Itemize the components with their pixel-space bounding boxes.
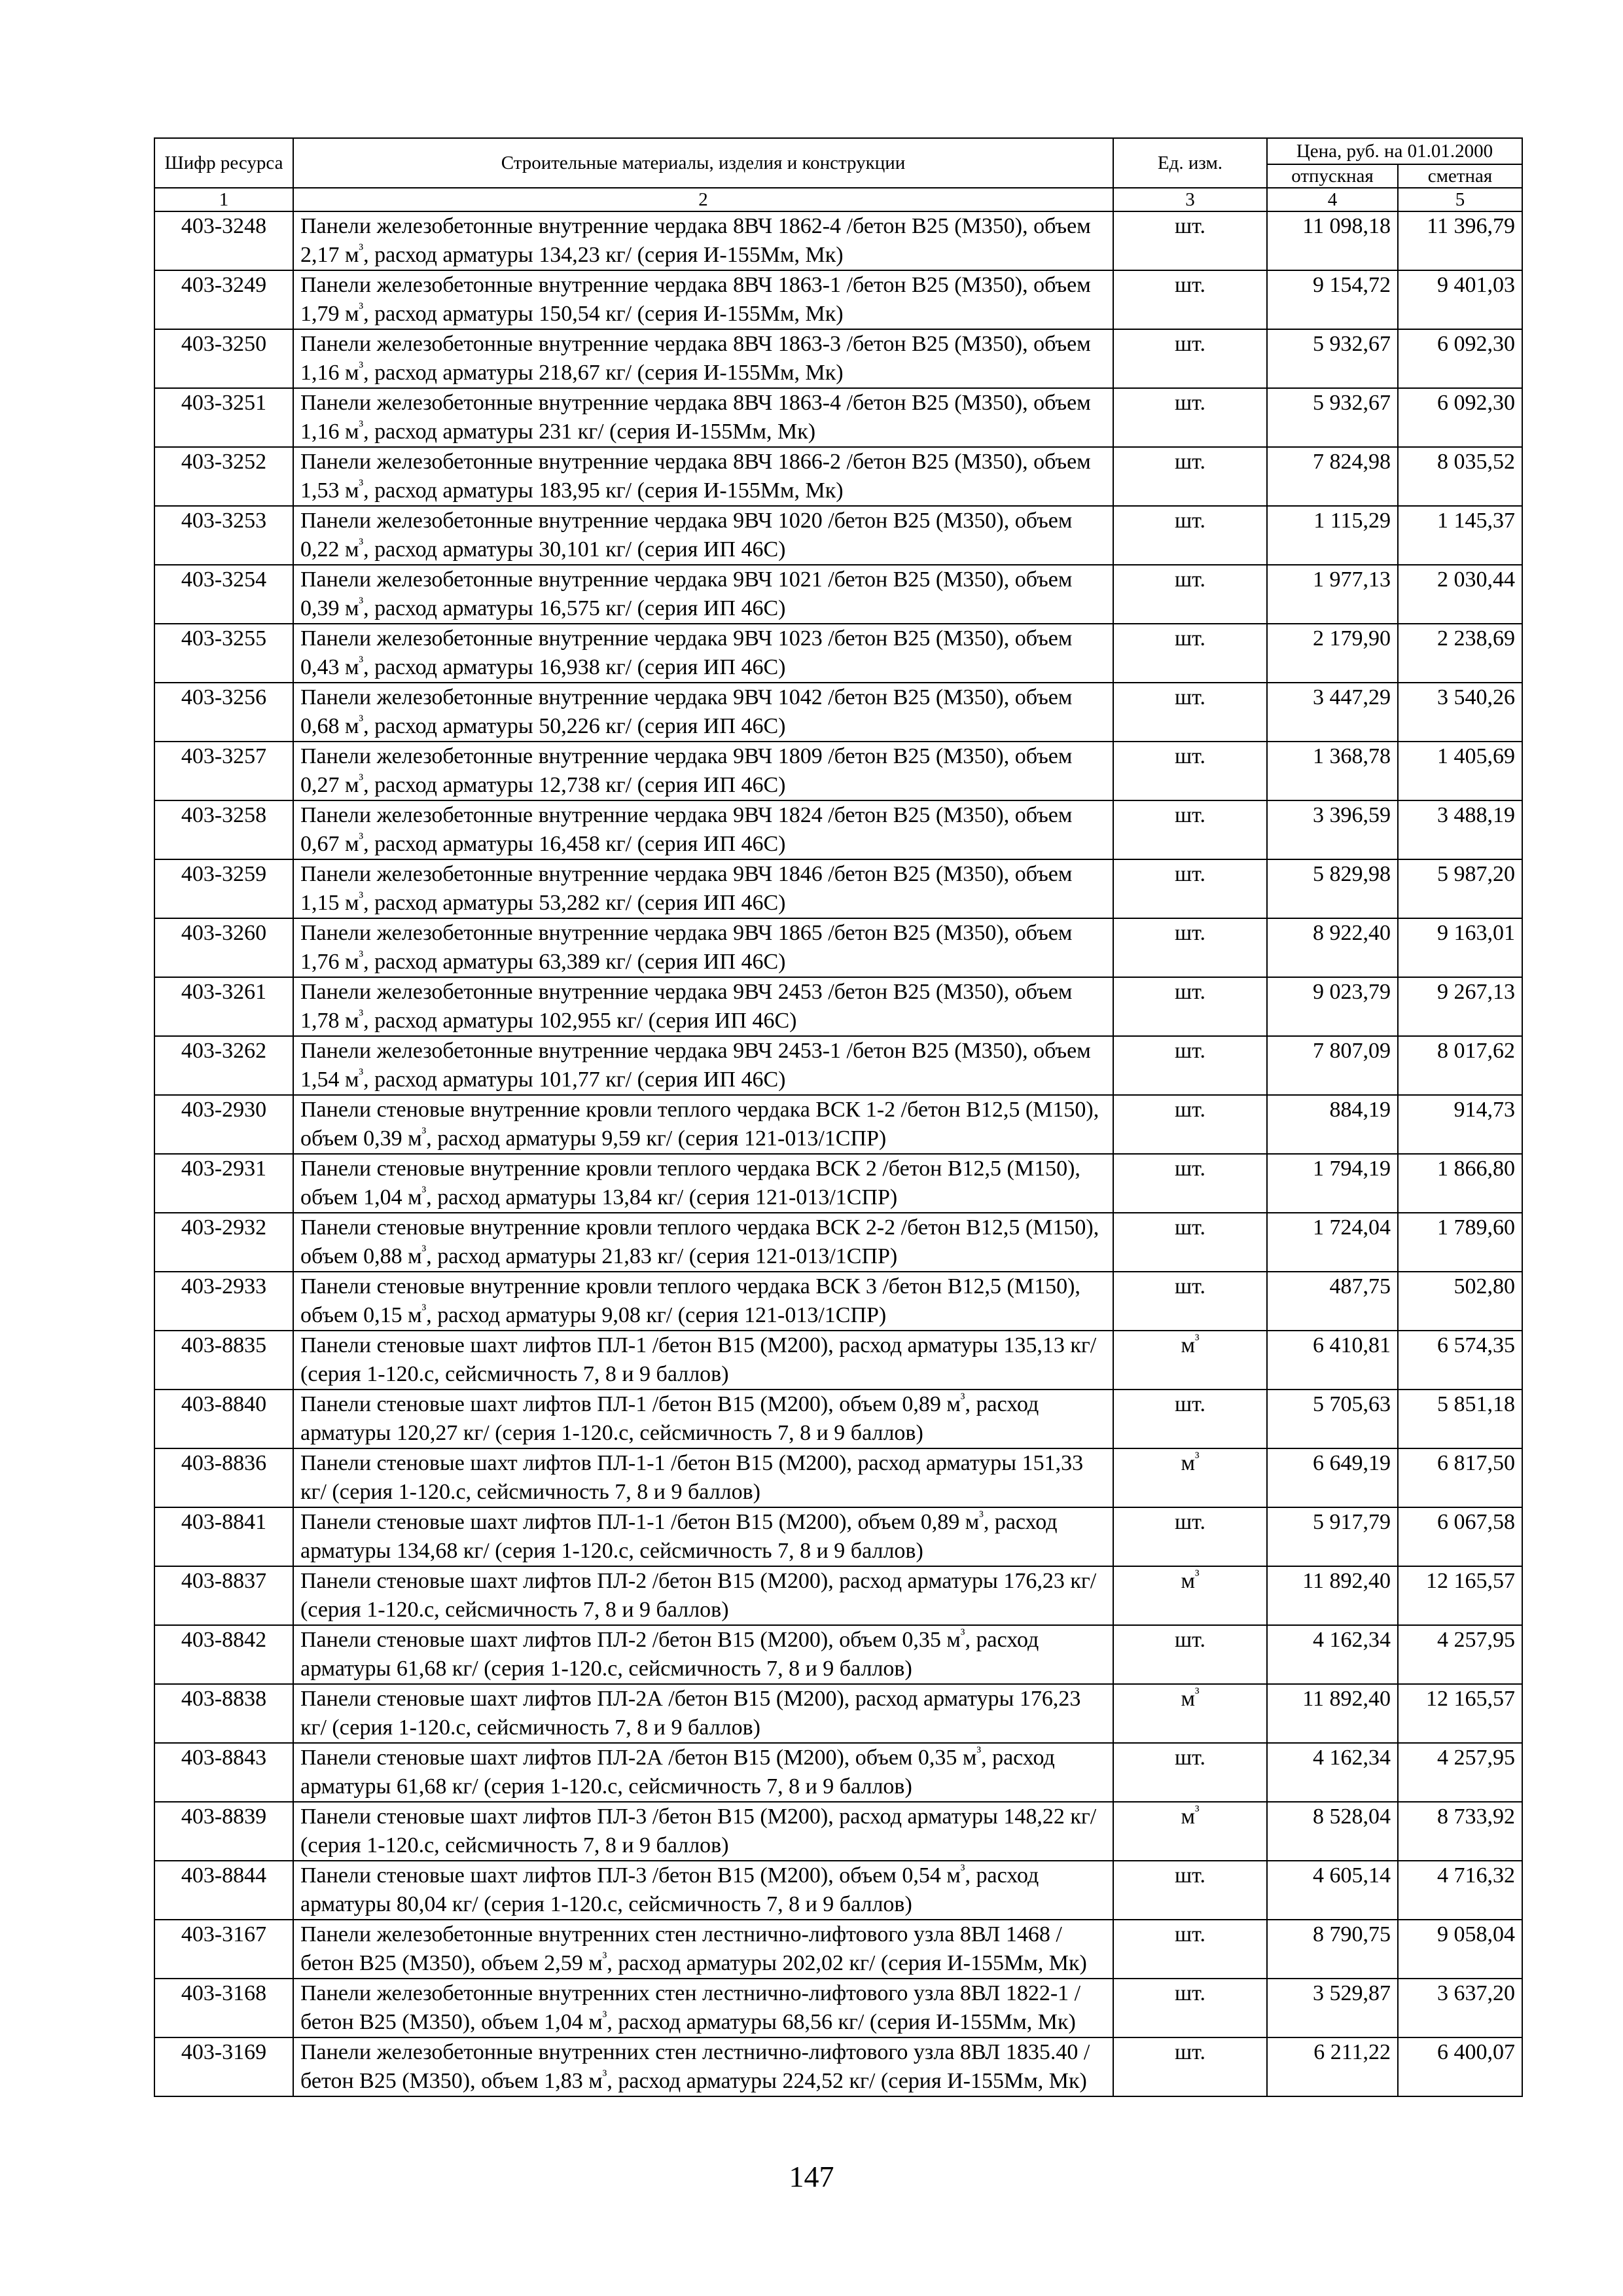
price-estimate: 1 866,80 [1398, 1154, 1522, 1213]
price-estimate: 3 540,26 [1398, 683, 1522, 742]
price-release: 11 098,18 [1267, 211, 1398, 270]
material-name: Панели стеновые внутренние кровли теплого чердака ВСК 3 /бетон В12,5 (М150), объем 0,15 $м^{^3}$, расход арматуры 9,08 кг/ (серия 121-013/1СПР) [293, 1272, 1113, 1331]
price-estimate: 4 257,95 [1398, 1743, 1522, 1802]
material-name: Панели стеновые внутренние кровли теплого чердака ВСК 2-2 /бетон В12,5 (М150), объем 0,88 $м^{^3}$, расход арматуры 21,83 кг/ (серия 121-013/1СПР) [293, 1213, 1113, 1272]
price-release: 7 824,98 [1267, 447, 1398, 506]
table-row [154, 1331, 1522, 1390]
material-name: Панели железобетонные внутренние чердака 9ВЧ 1809 /бетон В25 (М350), объем 0,27 $м^{^3}$, расход арматуры 12,738 кг/ (серия ИП 46С) [293, 742, 1113, 800]
table-row [154, 1861, 1522, 1920]
price-release: 3 447,29 [1267, 683, 1398, 742]
table-row [154, 1507, 1522, 1566]
header-unit: Ед. изм. [1113, 138, 1267, 188]
material-name: Панели железобетонные внутренних стен лестнично-лифтового узла 8ВЛ 1822-1 /бетон В25 (М350), объем 1,04 $м^{^3}$, расход арматуры 68,56 кг/ (серия И-155Мм, Мк) [293, 1979, 1113, 2037]
resource-code: 403-3260 [154, 918, 293, 977]
material-name: Панели стеновые шахт лифтов ПЛ-1 /бетон В15 (М200), расход арматуры 135,13 кг/ (серия 1-120.с, сейсмичность 7, 8 и 9 баллов) [293, 1331, 1113, 1390]
price-release: 5 829,98 [1267, 859, 1398, 918]
price-release: 8 790,75 [1267, 1920, 1398, 1979]
price-release: 6 211,22 [1267, 2037, 1398, 2096]
header-price-release: отпускная [1267, 164, 1398, 188]
resource-code: 403-3255 [154, 624, 293, 683]
resource-code: 403-8839 [154, 1802, 293, 1861]
resource-code: 403-3168 [154, 1979, 293, 2037]
material-name: Панели железобетонные внутренние чердака 8ВЧ 1863-1 /бетон В25 (М350), объем 1,79 $м^{^3}$, расход арматуры 150,54 кг/ (серия И-155Мм, Мк) [293, 270, 1113, 329]
unit-of-measure: шт. [1113, 388, 1267, 447]
unit-of-measure: шт. [1113, 1625, 1267, 1684]
table-row [154, 1684, 1522, 1743]
material-name: Панели стеновые внутренние кровли теплого чердака ВСК 2 /бетон В12,5 (М150), объем 1,04 $м^{^3}$, расход арматуры 13,84 кг/ (серия 121-013/1СПР) [293, 1154, 1113, 1213]
unit-of-measure: шт. [1113, 1272, 1267, 1331]
table-row [154, 918, 1522, 977]
table-row [154, 1743, 1522, 1802]
unit-of-measure: шт. [1113, 800, 1267, 859]
material-name: Панели железобетонные внутренние чердака 8ВЧ 1863-3 /бетон В25 (М350), объем 1,16 $м^{^3}$, расход арматуры 218,67 кг/ (серия И-155Мм, Мк) [293, 329, 1113, 388]
material-name: Панели стеновые шахт лифтов ПЛ-3 /бетон В15 (М200), объем 0,54 $м^{^3}$, расход арматуры 80,04 кг/ (серия 1-120.с, сейсмичность 7, 8 и 9 баллов) [293, 1861, 1113, 1920]
resource-code: 403-3169 [154, 2037, 293, 2096]
price-estimate: 12 165,57 [1398, 1566, 1522, 1625]
table-row [154, 683, 1522, 742]
price-release: 5 932,67 [1267, 388, 1398, 447]
price-release: 4 162,34 [1267, 1743, 1398, 1802]
price-estimate: 8 017,62 [1398, 1036, 1522, 1095]
table-row [154, 1036, 1522, 1095]
material-name: Панели железобетонные внутренние чердака 9ВЧ 1042 /бетон В25 (М350), объем 0,68 $м^{^3}$, расход арматуры 50,226 кг/ (серия ИП 46С) [293, 683, 1113, 742]
table-row [154, 800, 1522, 859]
price-estimate: 6 574,35 [1398, 1331, 1522, 1390]
material-name: Панели железобетонные внутренние чердака 9ВЧ 1846 /бетон В25 (М350), объем 1,15 $м^{^3}$, расход арматуры 53,282 кг/ (серия ИП 46С) [293, 859, 1113, 918]
column-number: 4 [1267, 188, 1398, 211]
price-release: 2 179,90 [1267, 624, 1398, 683]
unit-of-measure: шт. [1113, 918, 1267, 977]
unit-of-measure: шт. [1113, 1507, 1267, 1566]
unit-of-measure: шт. [1113, 329, 1267, 388]
price-release: 8 528,04 [1267, 1802, 1398, 1861]
resource-code: 403-8840 [154, 1390, 293, 1448]
material-name: Панели железобетонные внутренние чердака 9ВЧ 2453-1 /бетон В25 (М350), объем 1,54 $м^{^3}$, расход арматуры 101,77 кг/ (серия ИП 46С) [293, 1036, 1113, 1095]
price-estimate: 9 058,04 [1398, 1920, 1522, 1979]
resource-code: 403-8842 [154, 1625, 293, 1684]
material-name: Панели железобетонные внутренние чердака 9ВЧ 1021 /бетон В25 (М350), объем 0,39 $м^{^3}$, расход арматуры 16,575 кг/ (серия ИП 46С) [293, 565, 1113, 624]
price-release: 4 605,14 [1267, 1861, 1398, 1920]
material-name: Панели стеновые шахт лифтов ПЛ-1-1 /бетон В15 (М200), объем 0,89 $м^{^3}$, расход арматуры 134,68 кг/ (серия 1-120.с, сейсмичность 7, 8 и 9 баллов) [293, 1507, 1113, 1566]
price-release: 11 892,40 [1267, 1566, 1398, 1625]
price-release: 1 977,13 [1267, 565, 1398, 624]
unit-of-measure: шт. [1113, 683, 1267, 742]
unit-of-measure: шт. [1113, 565, 1267, 624]
material-name: Панели стеновые шахт лифтов ПЛ-1-1 /бетон В15 (М200), расход арматуры 151,33 кг/ (серия 1-120.с, сейсмичность 7, 8 и 9 баллов) [293, 1448, 1113, 1507]
table-row [154, 2037, 1522, 2096]
material-name: Панели железобетонные внутренние чердака 9ВЧ 1023 /бетон В25 (М350), объем 0,43 $м^{^3}$, расход арматуры 16,938 кг/ (серия ИП 46С) [293, 624, 1113, 683]
resource-code: 403-3167 [154, 1920, 293, 1979]
price-release: 1 794,19 [1267, 1154, 1398, 1213]
table-row [154, 211, 1522, 270]
price-release: 11 892,40 [1267, 1684, 1398, 1743]
resource-code: 403-2932 [154, 1213, 293, 1272]
column-number: 2 [293, 188, 1113, 211]
price-estimate: 502,80 [1398, 1272, 1522, 1331]
table-row [154, 742, 1522, 800]
table-row [154, 977, 1522, 1036]
material-name: Панели железобетонные внутренние чердака 9ВЧ 1020 /бетон В25 (М350), объем 0,22 $м^{^3}$, расход арматуры 30,101 кг/ (серия ИП 46С) [293, 506, 1113, 565]
unit-of-measure: $м^{^3}$ [1113, 1448, 1267, 1507]
unit-of-measure: шт. [1113, 1036, 1267, 1095]
price-estimate: 1 145,37 [1398, 506, 1522, 565]
column-number: 1 [154, 188, 293, 211]
resource-code: 403-3251 [154, 388, 293, 447]
material-name: Панели стеновые шахт лифтов ПЛ-1 /бетон В15 (М200), объем 0,89 $м^{^3}$, расход арматуры 120,27 кг/ (серия 1-120.с, сейсмичность 7, 8 и 9 баллов) [293, 1390, 1113, 1448]
table-row [154, 1802, 1522, 1861]
resource-code: 403-8835 [154, 1331, 293, 1390]
table-row [154, 1625, 1522, 1684]
resource-code: 403-3253 [154, 506, 293, 565]
price-release: 6 649,19 [1267, 1448, 1398, 1507]
unit-of-measure: $м^{^3}$ [1113, 1684, 1267, 1743]
material-name: Панели железобетонные внутренние чердака 9ВЧ 2453 /бетон В25 (М350), объем 1,78 $м^{^3}$, расход арматуры 102,955 кг/ (серия ИП 46С) [293, 977, 1113, 1036]
unit-of-measure: шт. [1113, 742, 1267, 800]
price-estimate: 4 257,95 [1398, 1625, 1522, 1684]
price-estimate: 2 238,69 [1398, 624, 1522, 683]
unit-of-measure: шт. [1113, 2037, 1267, 2096]
resource-code: 403-3250 [154, 329, 293, 388]
resource-code: 403-8838 [154, 1684, 293, 1743]
price-release: 1 368,78 [1267, 742, 1398, 800]
resource-code: 403-3259 [154, 859, 293, 918]
price-estimate: 5 851,18 [1398, 1390, 1522, 1448]
price-estimate: 3 488,19 [1398, 800, 1522, 859]
price-release: 487,75 [1267, 1272, 1398, 1331]
price-estimate: 6 400,07 [1398, 2037, 1522, 2096]
material-name: Панели железобетонные внутренних стен лестнично-лифтового узла 8ВЛ 1835.40 /бетон В25 (М350), объем 1,83 $м^{^3}$, расход арматуры 224,52 кг/ (серия И-155Мм, Мк) [293, 2037, 1113, 2096]
price-estimate: 6 092,30 [1398, 388, 1522, 447]
resource-code: 403-8836 [154, 1448, 293, 1507]
resource-code: 403-2930 [154, 1095, 293, 1154]
table-row [154, 1213, 1522, 1272]
material-name: Панели стеновые шахт лифтов ПЛ-2 /бетон В15 (М200), расход арматуры 176,23 кг/ (серия 1-120.с, сейсмичность 7, 8 и 9 баллов) [293, 1566, 1113, 1625]
page-number: 147 [789, 2160, 834, 2193]
resource-code: 403-3257 [154, 742, 293, 800]
unit-of-measure: шт. [1113, 1213, 1267, 1272]
table-row [154, 859, 1522, 918]
resource-code: 403-3254 [154, 565, 293, 624]
unit-of-measure: шт. [1113, 447, 1267, 506]
price-estimate: 9 401,03 [1398, 270, 1522, 329]
price-release: 7 807,09 [1267, 1036, 1398, 1095]
material-name: Панели железобетонные внутренние чердака 9ВЧ 1865 /бетон В25 (М350), объем 1,76 $м^{^3}$, расход арматуры 63,389 кг/ (серия ИП 46С) [293, 918, 1113, 977]
material-name: Панели железобетонные внутренние чердака 8ВЧ 1866-2 /бетон В25 (М350), объем 1,53 $м^{^3}$, расход арматуры 183,95 кг/ (серия И-155Мм, Мк) [293, 447, 1113, 506]
table-row [154, 624, 1522, 683]
unit-of-measure: шт. [1113, 1743, 1267, 1802]
unit-of-measure: $м^{^3}$ [1113, 1331, 1267, 1390]
price-release: 884,19 [1267, 1095, 1398, 1154]
resource-code: 403-8844 [154, 1861, 293, 1920]
resource-code: 403-8837 [154, 1566, 293, 1625]
unit-of-measure: шт. [1113, 211, 1267, 270]
resource-code: 403-3258 [154, 800, 293, 859]
price-estimate: 9 163,01 [1398, 918, 1522, 977]
price-release: 5 932,67 [1267, 329, 1398, 388]
unit-of-measure: $м^{^3}$ [1113, 1802, 1267, 1861]
price-estimate: 8 035,52 [1398, 447, 1522, 506]
unit-of-measure: шт. [1113, 624, 1267, 683]
unit-of-measure: шт. [1113, 270, 1267, 329]
table-row [154, 565, 1522, 624]
table-row [154, 1566, 1522, 1625]
material-name: Панели стеновые шахт лифтов ПЛ-2А /бетон В15 (М200), расход арматуры 176,23 кг/ (серия 1-120.с, сейсмичность 7, 8 и 9 баллов) [293, 1684, 1113, 1743]
header-price: Цена, руб. на 01.01.2000 [1267, 138, 1522, 164]
table-row [154, 1095, 1522, 1154]
resource-code: 403-3252 [154, 447, 293, 506]
unit-of-measure: шт. [1113, 977, 1267, 1036]
price-estimate: 6 817,50 [1398, 1448, 1522, 1507]
table-row [154, 270, 1522, 329]
price-estimate: 1 405,69 [1398, 742, 1522, 800]
price-estimate: 3 637,20 [1398, 1979, 1522, 2037]
unit-of-measure: шт. [1113, 506, 1267, 565]
material-name: Панели стеновые внутренние кровли теплого чердака ВСК 1-2 /бетон В12,5 (М150), объем 0,39 $м^{^3}$, расход арматуры 9,59 кг/ (серия 121-013/1СПР) [293, 1095, 1113, 1154]
unit-of-measure: шт. [1113, 1095, 1267, 1154]
header-code: Шифр ресурса [154, 138, 293, 188]
unit-of-measure: шт. [1113, 1920, 1267, 1979]
table-row [154, 1448, 1522, 1507]
table-row [154, 1390, 1522, 1448]
table-row [154, 388, 1522, 447]
column-number: 3 [1113, 188, 1267, 211]
price-release: 9 154,72 [1267, 270, 1398, 329]
material-name: Панели стеновые шахт лифтов ПЛ-2 /бетон В15 (М200), объем 0,35 $м^{^3}$, расход арматуры 61,68 кг/ (серия 1-120.с, сейсмичность 7, 8 и 9 баллов) [293, 1625, 1113, 1684]
resource-code: 403-8841 [154, 1507, 293, 1566]
header-name: Строительные материалы, изделия и конструкции [293, 138, 1113, 188]
price-rows [154, 211, 1522, 2096]
material-name: Панели стеновые шахт лифтов ПЛ-3 /бетон В15 (М200), расход арматуры 148,22 кг/ (серия 1-120.с, сейсмичность 7, 8 и 9 баллов) [293, 1802, 1113, 1861]
table-row [154, 447, 1522, 506]
price-estimate: 11 396,79 [1398, 211, 1522, 270]
price-estimate: 5 987,20 [1398, 859, 1522, 918]
table-row [154, 1272, 1522, 1331]
material-name: Панели железобетонные внутренние чердака 9ВЧ 1824 /бетон В25 (М350), объем 0,67 $м^{^3}$, расход арматуры 16,458 кг/ (серия ИП 46С) [293, 800, 1113, 859]
material-name: Панели железобетонные внутренних стен лестнично-лифтового узла 8ВЛ 1468 /бетон В25 (М350), объем 2,59 $м^{^3}$, расход арматуры 202,02 кг/ (серия И-155Мм, Мк) [293, 1920, 1113, 1979]
price-estimate: 914,73 [1398, 1095, 1522, 1154]
price-release: 1 115,29 [1267, 506, 1398, 565]
price-release: 3 396,59 [1267, 800, 1398, 859]
table-row [154, 1979, 1522, 2037]
table-row [154, 329, 1522, 388]
material-name: Панели стеновые шахт лифтов ПЛ-2А /бетон В15 (М200), объем 0,35 $м^{^3}$, расход арматуры 61,68 кг/ (серия 1-120.с, сейсмичность 7, 8 и 9 баллов) [293, 1743, 1113, 1802]
material-name: Панели железобетонные внутренние чердака 8ВЧ 1863-4 /бетон В25 (М350), объем 1,16 $м^{^3}$, расход арматуры 231 кг/ (серия И-155Мм, Мк) [293, 388, 1113, 447]
price-estimate: 6 067,58 [1398, 1507, 1522, 1566]
unit-of-measure: шт. [1113, 1861, 1267, 1920]
column-number: 5 [1398, 188, 1522, 211]
price-estimate: 9 267,13 [1398, 977, 1522, 1036]
resource-code: 403-3248 [154, 211, 293, 270]
price-release: 8 922,40 [1267, 918, 1398, 977]
resource-code: 403-2931 [154, 1154, 293, 1213]
price-estimate: 8 733,92 [1398, 1802, 1522, 1861]
table-row [154, 1920, 1522, 1979]
unit-of-measure: шт. [1113, 1390, 1267, 1448]
price-estimate: 12 165,57 [1398, 1684, 1522, 1743]
table-row [154, 1154, 1522, 1213]
unit-of-measure: шт. [1113, 1154, 1267, 1213]
price-release: 6 410,81 [1267, 1331, 1398, 1390]
price-estimate: 6 092,30 [1398, 329, 1522, 388]
price-release: 9 023,79 [1267, 977, 1398, 1036]
price-release: 5 705,63 [1267, 1390, 1398, 1448]
price-release: 5 917,79 [1267, 1507, 1398, 1566]
price-estimate: 1 789,60 [1398, 1213, 1522, 1272]
unit-of-measure: шт. [1113, 1979, 1267, 2037]
header-price-estimate: сметная [1398, 164, 1522, 188]
price-estimate: 2 030,44 [1398, 565, 1522, 624]
price-table [154, 137, 1523, 2097]
resource-code: 403-3249 [154, 270, 293, 329]
table-row [154, 506, 1522, 565]
price-release: 4 162,34 [1267, 1625, 1398, 1684]
unit-of-measure: шт. [1113, 859, 1267, 918]
resource-code: 403-2933 [154, 1272, 293, 1331]
unit-of-measure: $м^{^3}$ [1113, 1566, 1267, 1625]
resource-code: 403-3256 [154, 683, 293, 742]
price-estimate: 4 716,32 [1398, 1861, 1522, 1920]
price-release: 1 724,04 [1267, 1213, 1398, 1272]
price-release: 3 529,87 [1267, 1979, 1398, 2037]
resource-code: 403-3261 [154, 977, 293, 1036]
resource-code: 403-3262 [154, 1036, 293, 1095]
material-name: Панели железобетонные внутренние чердака 8ВЧ 1862-4 /бетон В25 (М350), объем 2,17 $м^{^3}$, расход арматуры 134,23 кг/ (серия И-155Мм, Мк) [293, 211, 1113, 270]
resource-code: 403-8843 [154, 1743, 293, 1802]
